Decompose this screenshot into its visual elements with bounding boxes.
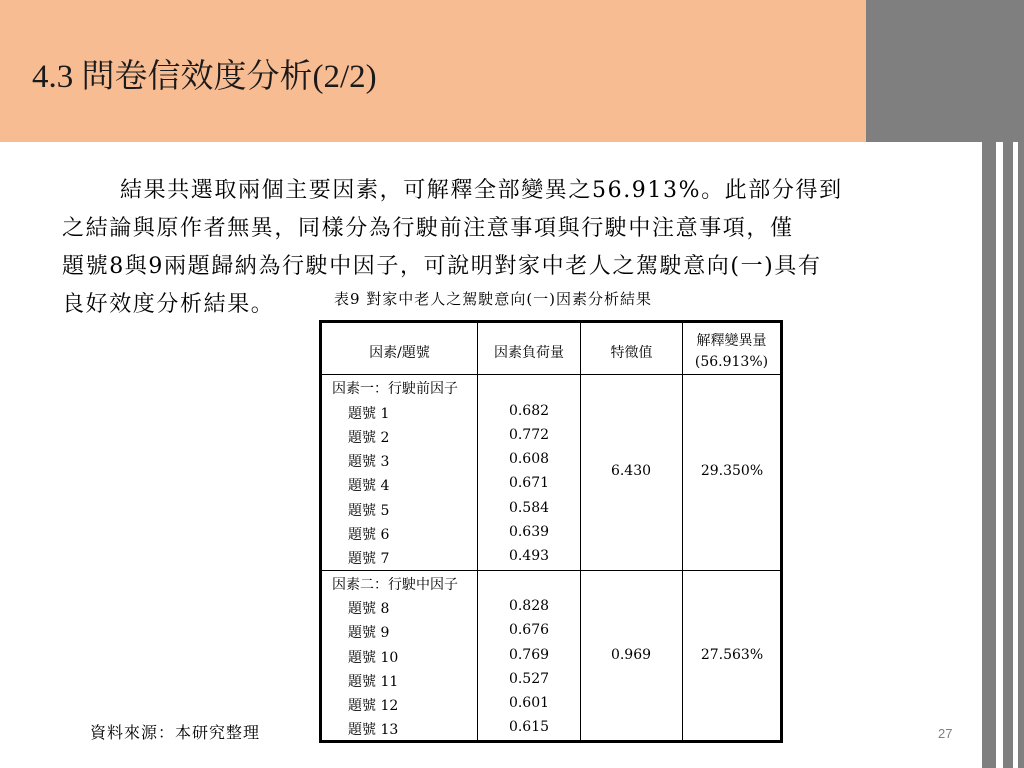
loading-value: 0.676 [508,622,550,638]
body-line: 良好效度分析結果。 [62,292,275,317]
table-rule [682,323,683,740]
header-variance: 解釋變異量 [696,333,767,349]
factor-name: 因素一：行駛前因子 [332,381,458,397]
item-label: 題號 12 [348,698,399,714]
variance-explained: 27.563% [700,647,764,663]
header-variance-total: (56.913%) [694,354,769,370]
factor-name: 因素二：行駛中因子 [332,577,458,593]
table-rule [580,323,581,740]
corner-block [866,0,1024,142]
side-stripe [982,142,996,768]
item-label: 題號 10 [348,650,399,666]
factor-analysis-table [319,320,783,743]
body-line: 結果共選取兩個主要因素，可解釋全部變異之56.913%。此部分得到 [120,178,843,203]
loading-value: 0.615 [508,719,550,735]
eigenvalue: 6.430 [610,463,652,479]
side-stripe [1003,142,1013,768]
item-label: 題號 7 [348,551,390,567]
loading-value: 0.828 [508,598,550,614]
header-factor-item: 因素/題號 [369,345,430,361]
table-rule [322,570,780,571]
item-label: 題號 3 [348,454,390,470]
body-line: 題號8與9兩題歸納為行駛中因子，可說明對家中老人之駕駛意向(一)具有 [62,254,822,279]
title-banner [0,0,866,142]
source-note: 資料來源：本研究整理 [90,723,261,742]
loading-value: 0.639 [508,524,550,540]
item-label: 題號 6 [348,527,390,543]
loading-value: 0.608 [508,451,550,467]
slide-title: 4.3 問卷信效度分析(2/2) [32,59,377,95]
item-label: 題號 1 [348,406,390,422]
side-stripe [1018,142,1024,768]
body-line: 之結論與原作者無異，同樣分為行駛前注意事項與行駛中注意事項，僅 [62,216,794,241]
header-eigenvalue: 特徵值 [610,345,653,361]
item-label: 題號 13 [348,722,399,738]
loading-value: 0.682 [508,403,550,419]
loading-value: 0.671 [508,475,550,491]
variance-explained: 29.350% [700,463,764,479]
table-caption: 表9 對家中老人之駕駛意向(一)因素分析結果 [334,290,653,308]
item-label: 題號 11 [348,674,399,690]
loading-value: 0.601 [508,695,550,711]
page-number: 27 [938,726,953,741]
loading-value: 0.493 [508,548,550,564]
loading-value: 0.769 [508,647,550,663]
loading-value: 0.527 [508,671,550,687]
item-label: 題號 4 [348,478,390,494]
table-rule [322,374,780,375]
loading-value: 0.772 [508,427,550,443]
loading-value: 0.584 [508,500,550,516]
table-rule [477,323,478,740]
item-label: 題號 8 [348,601,390,617]
item-label: 題號 9 [348,625,390,641]
header-loading: 因素負荷量 [494,345,564,361]
eigenvalue: 0.969 [610,647,652,663]
item-label: 題號 2 [348,430,390,446]
item-label: 題號 5 [348,503,390,519]
